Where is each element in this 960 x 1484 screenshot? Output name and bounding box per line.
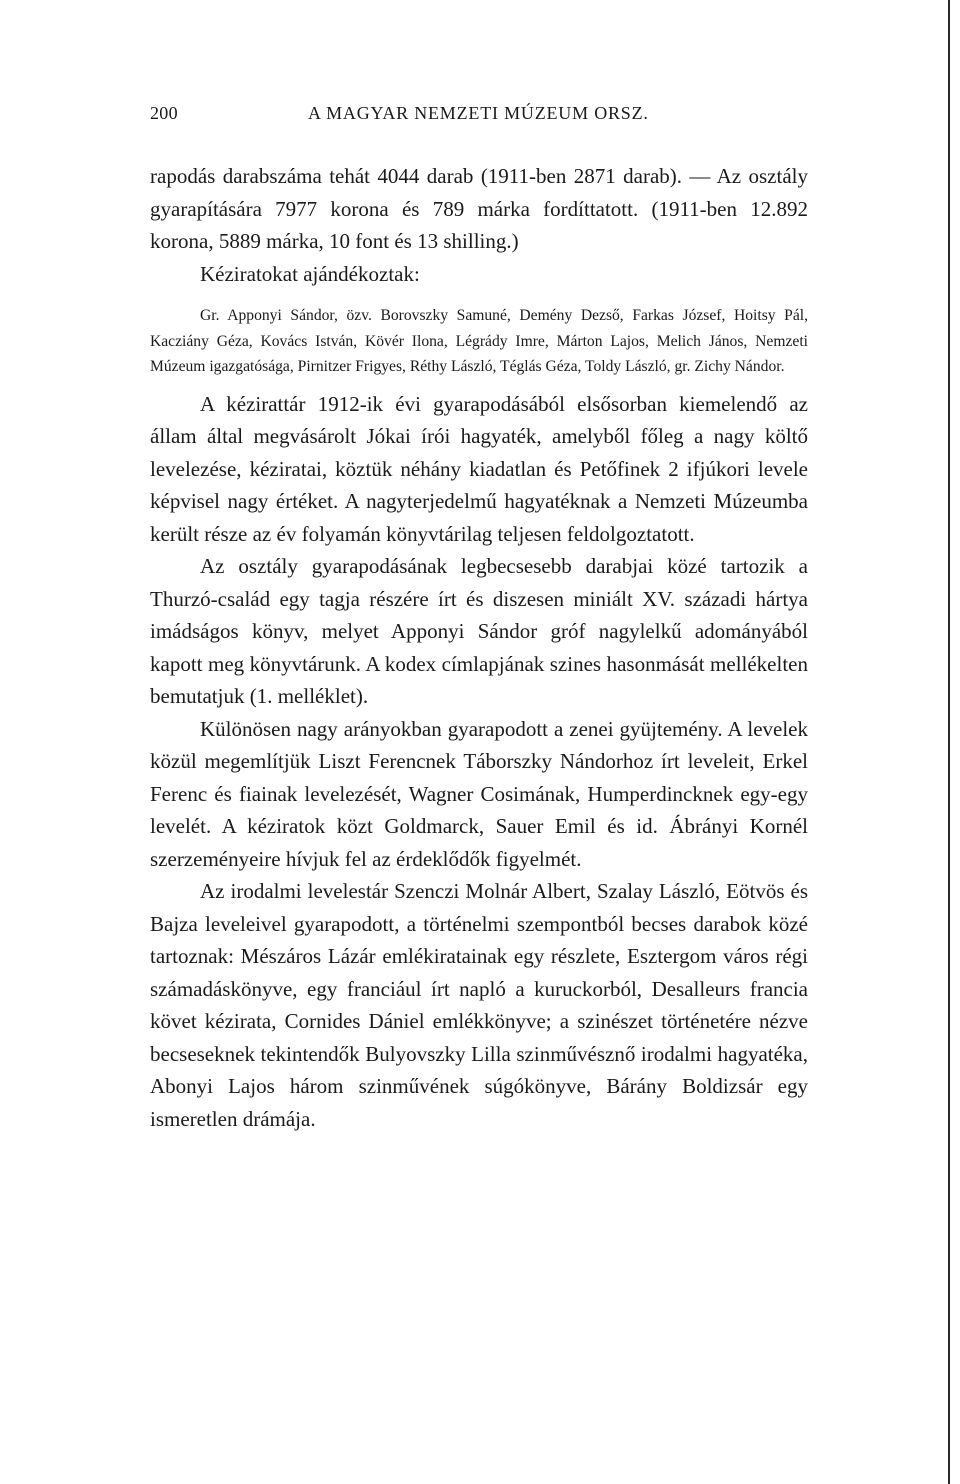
page-header bbox=[150, 103, 810, 127]
paragraph-thurzo-prayer-book: Az osztály gyarapodásának legbecsesebb darabjai közé tartozik a Thurzó-család egy tagja részére írt és diszesen miniált XV. századi hártya imádságos könyv, melyet Apponyi Sándor gróf nagylelkű adományából kapott meg könyvtárunk. A kodex címlapjának szines hasonmását mellékelten bemutatjuk (1. melléklet). bbox=[150, 554, 808, 708]
donor-list: Gr. Apponyi Sándor, özv. Borovszky Samuné, Demény Dezső, Farkas József, Hoitsy Pál, Kacziány Géza, Kovács István, Kövér Ilona, Légrády Imre, Márton Lajos, Melich János, Nemzeti Múzeum igazgatósága, Pirnitzer Frigyes, Réthy László, Téglás Géza, Toldy László, gr. Zichy Nándor. bbox=[150, 307, 808, 375]
paragraph-acquisitions-summary: rapodás darabszáma tehát 4044 darab (1911-ben 2871 darab). — Az osztály gyarapítására 7977 korona és 789 márka fordíttatott. (1911-ben 12.892 korona, 5889 márka, 10 font és 13 shilling.) bbox=[150, 164, 808, 253]
page-number: 200 bbox=[150, 103, 178, 123]
page-edge-line bbox=[948, 0, 950, 1484]
paragraph-jokai-legacy: A kézirattár 1912-ik évi gyarapodásából elsősorban kiemelendő az állam által megvásárolt Jókai írói hagyaték, amelyből főleg a nagy költő levelezése, kéziratai, köztük néhány kiadatlan és Petőfinek 2 ifjúkori levele képvisel nagy értéket. A nagyterjedelmű hagyatéknak a Nemzeti Múzeumba került része az év folyamán könyvtárilag teljesen feldolgoztatott. bbox=[150, 391, 808, 546]
page-body bbox=[150, 160, 808, 1135]
paragraph-literary-letters: Az irodalmi levelestár Szenczi Molnár Albert, Szalay László, Eötvös és Bajza leveleivel gyarapodott, a történelmi szempontból becses darabok közé tartoznak: Mészáros Lázár emlékiratainak egy részlete, Esztergom város régi számadáskönyve, egy franciául írt napló a kuruckorból, Desalleurs francia követ kézirata, Cornides Dániel emlékkönyve; a szinészet történetére nézve becseseknek tekintendők Bulyovszky Lilla szinművésznő irodalmi hagyatéka, Abonyi Lajos három szinművének súgókönyve, Bárány Boldizsár egy ismeretlen drámája. bbox=[150, 879, 808, 1131]
running-title: A MAGYAR NEMZETI MÚZEUM ORSZ. bbox=[308, 103, 649, 123]
paragraph-donors-heading: Kéziratokat ajándékoztak: bbox=[200, 261, 420, 286]
paragraph-music-collection: Különösen nagy arányokban gyarapodott a zenei gyüjtemény. A levelek közül megemlítjük Liszt Ferencnek Táborszky Nándorhoz írt leveleit, Erkel Ferenc és fiainak levelezését, Wagner Cosimának, Humperdincknek egy-egy levelét. A kéziratok közt Goldmarck, Sauer Emil és id. Ábrányi Kornél szerzeményeire hívjuk fel az érdeklődők figyelmét. bbox=[150, 716, 808, 871]
